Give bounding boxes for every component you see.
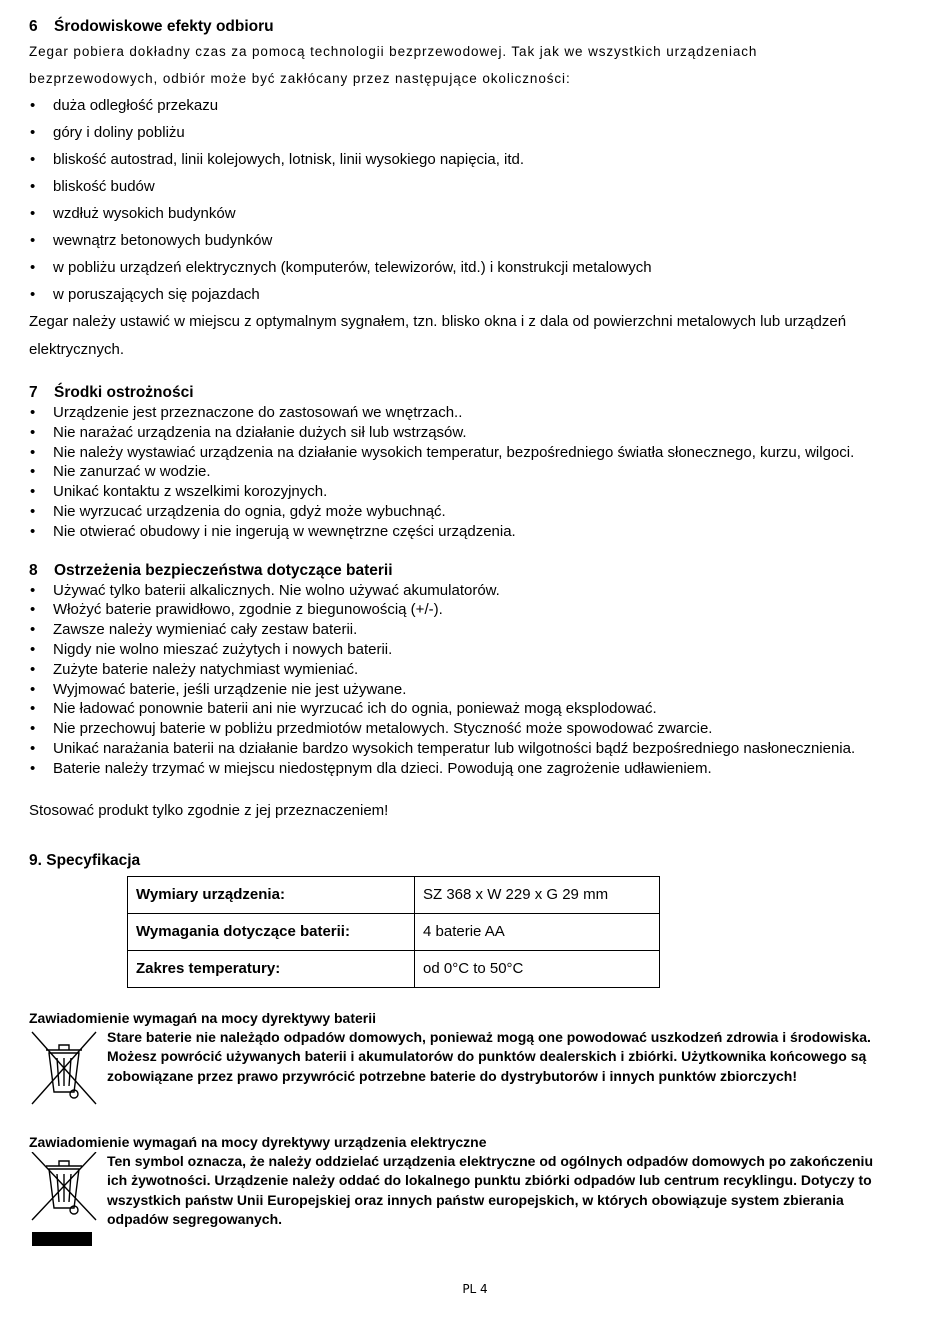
crossed-bin-icon <box>29 1152 107 1246</box>
list-item: • Włożyć baterie prawidłowo, zgodnie z biegunowością (+/-). <box>29 600 891 620</box>
spec-label: Zakres temperatury: <box>128 950 415 987</box>
notice-text: Ten symbol oznacza, że należy oddzielać urządzenia elektryczne od ogólnych odpadów domowych po zakończeniu ich żywotności. Urządzenie należy oddać do lokalnego punktu zbiórki odpadów lub centrum recyklingu. Dotyczy to wszystkich państw Unii Europejskiej oraz innych państw europejskich, w których obowiązuje system zbierania odpadów segregowanych. <box>107 1152 874 1228</box>
section-8 <box>29 561 891 821</box>
list-item: • Zawsze należy wymieniać cały zestaw baterii. <box>29 620 891 640</box>
spec-value: 4 baterie AA <box>415 913 660 950</box>
spec-value: od 0°C to 50°C <box>415 950 660 987</box>
section-7 <box>29 382 891 542</box>
section-title: Ostrzeżenia bezpieczeństwa dotyczące baterii <box>54 561 393 579</box>
section-title: Środowiskowe efekty odbioru <box>54 18 274 35</box>
electrical-directive-notice <box>29 1133 891 1246</box>
list-item: • Używać tylko baterii alkalicznych. Nie wolno używać akumulatorów. <box>29 581 891 601</box>
section-number: 6 <box>29 18 38 35</box>
list-item: • Nie przechowuj baterie w pobliżu przedmiotów metalowych. Styczność może spowodować zwarcie. <box>29 719 891 739</box>
black-bar <box>32 1232 92 1246</box>
specification-table <box>127 876 660 988</box>
section-number: 8 <box>29 561 38 579</box>
list-item: • Nie należy wystawiać urządzenia na działanie wysokich temperatur, bezpośredniego światła słonecznego, kurzu, wilgoci. <box>29 443 891 463</box>
notice-body <box>29 1152 891 1246</box>
list-item: • Nie otwierać obudowy i nie ingerują w wewnętrzne części urządzenia. <box>29 522 891 542</box>
list-item: • Urządzenie jest przeznaczone do zastosowań we wnętrzach.. <box>29 403 891 423</box>
list-item: • w poruszających się pojazdach <box>29 281 891 308</box>
list-item: • Nigdy nie wolno mieszać zużytych i nowych baterii. <box>29 640 891 660</box>
intended-use-note: Stosować produkt tylko zgodnie z jej przeznaczeniem! <box>29 801 389 819</box>
notice-text: Stare baterie nie należądo odpadów domowych, ponieważ mogą one powodować uszkodzeń zdrowia i środowiska. Możesz powrócić używanych baterii i akumulatorów do punktów dealerskich i zbiórki. Użytkownika końcowego są zobowiązane przez prawo przywrócić potrzebne baterie do dystrybutorów i innych punktów zbiorczych! <box>107 1028 871 1084</box>
precautions-list <box>29 403 891 542</box>
list-item: • bliskość budów <box>29 173 891 200</box>
section-9 <box>29 851 891 988</box>
section-6 <box>29 14 891 363</box>
table-row <box>128 876 660 913</box>
section-number: 7 <box>29 384 38 401</box>
table-row <box>128 913 660 950</box>
list-item: • wewnątrz betonowych budynków <box>29 227 891 254</box>
notice-title: Zawiadomienie wymagań na mocy dyrektywy urządzenia elektryczne <box>29 1133 487 1150</box>
section-6-heading <box>29 14 891 39</box>
list-item: • Wyjmować baterie, jeśli urządzenie nie jest używane. <box>29 680 891 700</box>
notice-body <box>29 1028 891 1113</box>
list-item: • Baterie należy trzymać w miejscu niedostępnym dla dzieci. Powodują one zagrożenie udławieniem. <box>29 759 891 779</box>
list-item: • góry i doliny pobliżu <box>29 119 891 146</box>
list-item: • Unikać kontaktu z wszelkimi korozyjnych. <box>29 482 891 502</box>
list-item: • Zużyte baterie należy natychmiast wymieniać. <box>29 660 891 680</box>
list-item: • Unikać narażania baterii na działanie bardzo wysokich temperatur lub wilgotności bądź bezpośredniego nasłonecznienia. <box>29 739 891 759</box>
reception-factors-list <box>29 92 891 308</box>
list-item: • Nie wyrzucać urządzenia do ognia, gdyż może wybuchnąć. <box>29 502 891 522</box>
spec-label: Wymiary urządzenia: <box>128 876 415 913</box>
notice-title: Zawiadomienie wymagań na mocy dyrektywy baterii <box>29 1009 377 1026</box>
intro-line: Zegar pobiera dokładny czas za pomocą technologii bezprzewodowej. Tak jak we wszystkich urządzeniach <box>29 44 758 59</box>
spec-label: Wymagania dotyczące baterii: <box>128 913 415 950</box>
crossed-bin-icon <box>29 1028 107 1113</box>
section-title: Środki ostrożności <box>54 384 194 401</box>
list-item: • Nie zanurzać w wodzie. <box>29 462 891 482</box>
table-row <box>128 950 660 987</box>
placement-advice: Zegar należy ustawić w miejscu z optymalnym sygnałem, tzn. blisko okna i z dala od powierzchni metalowych lub urządzeń elektrycznych. <box>29 313 847 358</box>
list-item: • wzdłuż wysokich budynków <box>29 200 891 227</box>
spec-value: SZ 368 x W 229 x G 29 mm <box>415 876 660 913</box>
list-item: • bliskość autostrad, linii kolejowych, lotnisk, linii wysokiego napięcia, itd. <box>29 146 891 173</box>
page-number: PL 4 <box>462 1282 488 1296</box>
section-9-heading: 9. Specyfikacja <box>29 851 141 869</box>
list-item: • w pobliżu urządzeń elektrycznych (komputerów, telewizorów, itd.) i konstrukcji metalowych <box>29 254 891 281</box>
battery-warnings-list <box>29 581 891 779</box>
section-8-heading <box>29 561 891 581</box>
list-item: • Nie ładować ponownie baterii ani nie wyrzucać ich do ognia, ponieważ mogą eksplodować. <box>29 699 891 719</box>
manual-page <box>29 14 891 1246</box>
list-item: • Nie narażać urządzenia na działanie dużych sił lub wstrząsów. <box>29 423 891 443</box>
list-item: • duża odległość przekazu <box>29 92 891 119</box>
battery-directive-notice <box>29 1009 891 1113</box>
section-7-heading <box>29 382 891 403</box>
intro-line: bezprzewodowych, odbiór może być zakłócany przez następujące okoliczności: <box>29 70 571 86</box>
